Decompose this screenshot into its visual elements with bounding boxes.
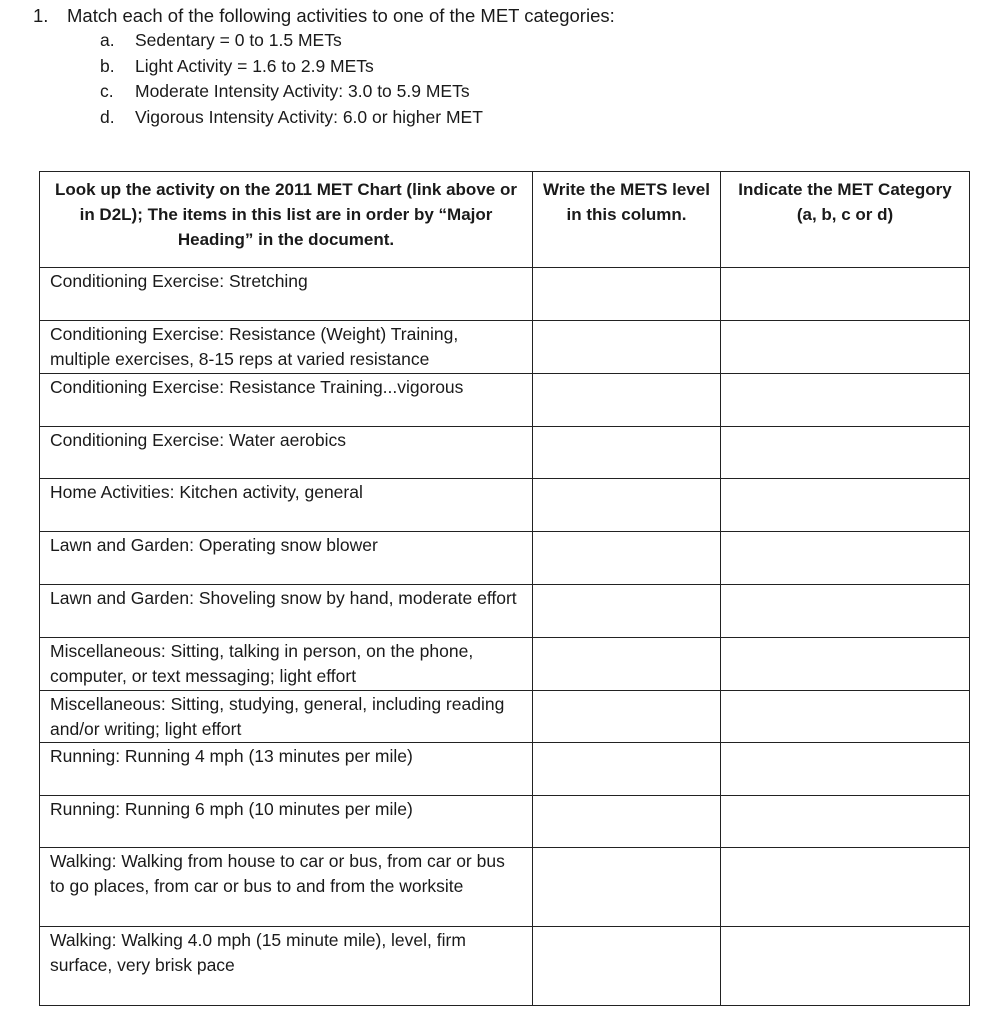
activity-cell: Miscellaneous: Sitting, talking in person, on the phone, computer, or text messaging; light effort — [40, 638, 533, 691]
mets-level-cell[interactable] — [533, 427, 721, 479]
option-letter: c. — [100, 81, 114, 101]
activity-cell: Miscellaneous: Sitting, studying, general, including reading and/or writing; light effort — [40, 691, 533, 743]
mets-level-cell[interactable] — [533, 848, 721, 927]
category-option-c — [100, 79, 483, 105]
category-option-b — [100, 54, 483, 80]
activity-cell: Walking: Walking from house to car or bus, from car or bus to go places, from car or bus to and from the worksite — [40, 848, 533, 927]
met-category-cell[interactable] — [721, 585, 970, 638]
met-category-cell[interactable] — [721, 638, 970, 691]
option-text: Sedentary = 0 to 1.5 METs — [135, 30, 342, 50]
table-header-row — [40, 172, 970, 268]
mets-level-cell[interactable] — [533, 268, 721, 321]
met-category-cell[interactable] — [721, 268, 970, 321]
table-row — [40, 321, 970, 374]
activity-cell: Lawn and Garden: Shoveling snow by hand, moderate effort — [40, 585, 533, 638]
met-category-cell[interactable] — [721, 374, 970, 427]
category-options — [100, 28, 483, 130]
question-number: 1. — [33, 5, 49, 26]
met-activity-table — [39, 171, 970, 1006]
question-text: Match each of the following activities to one of the MET categories: — [67, 5, 615, 26]
table-row — [40, 638, 970, 691]
header-activity: Look up the activity on the 2011 MET Chart (link above or in D2L); The items in this list are in order by “Major Heading” in the document. — [40, 172, 533, 268]
met-category-cell[interactable] — [721, 427, 970, 479]
option-letter: d. — [100, 106, 115, 127]
mets-level-cell[interactable] — [533, 927, 721, 1006]
table-row — [40, 848, 970, 927]
header-mets-level: Write the METS level in this column. — [533, 172, 721, 268]
activity-cell: Conditioning Exercise: Resistance Training...vigorous — [40, 374, 533, 427]
met-category-cell[interactable] — [721, 532, 970, 585]
table-row — [40, 532, 970, 585]
met-category-cell[interactable] — [721, 691, 970, 743]
table-row — [40, 268, 970, 321]
mets-level-cell[interactable] — [533, 585, 721, 638]
table-row — [40, 427, 970, 479]
table-row — [40, 374, 970, 427]
activity-cell: Conditioning Exercise: Water aerobics — [40, 427, 533, 479]
table-row — [40, 743, 970, 796]
mets-level-cell[interactable] — [533, 691, 721, 743]
option-letter: a. — [100, 30, 115, 50]
category-option-d — [100, 105, 483, 131]
mets-level-cell[interactable] — [533, 796, 721, 848]
mets-level-cell[interactable] — [533, 321, 721, 374]
mets-level-cell[interactable] — [533, 532, 721, 585]
option-letter: b. — [100, 55, 115, 76]
table-row — [40, 927, 970, 1006]
header-met-category: Indicate the MET Category (a, b, c or d) — [721, 172, 970, 268]
question-heading — [33, 3, 615, 28]
met-category-cell[interactable] — [721, 796, 970, 848]
activity-cell: Conditioning Exercise: Stretching — [40, 268, 533, 321]
mets-level-cell[interactable] — [533, 638, 721, 691]
met-category-cell[interactable] — [721, 479, 970, 532]
table-row — [40, 479, 970, 532]
activity-cell: Running: Running 4 mph (13 minutes per mile) — [40, 743, 533, 796]
table-row — [40, 585, 970, 638]
met-category-cell[interactable] — [721, 321, 970, 374]
option-text: Moderate Intensity Activity: 3.0 to 5.9 METs — [135, 81, 470, 101]
category-option-a — [100, 28, 483, 54]
met-category-cell[interactable] — [721, 848, 970, 927]
activity-cell: Running: Running 6 mph (10 minutes per mile) — [40, 796, 533, 848]
activity-cell: Conditioning Exercise: Resistance (Weight) Training, multiple exercises, 8-15 reps at varied resistance — [40, 321, 533, 374]
mets-level-cell[interactable] — [533, 374, 721, 427]
mets-level-cell[interactable] — [533, 743, 721, 796]
option-text: Vigorous Intensity Activity: 6.0 or higher MET — [135, 106, 483, 127]
table-row — [40, 796, 970, 848]
met-category-cell[interactable] — [721, 743, 970, 796]
table-row — [40, 691, 970, 743]
mets-level-cell[interactable] — [533, 479, 721, 532]
met-category-cell[interactable] — [721, 927, 970, 1006]
activity-cell: Walking: Walking 4.0 mph (15 minute mile), level, firm surface, very brisk pace — [40, 927, 533, 1006]
option-text: Light Activity = 1.6 to 2.9 METs — [135, 55, 374, 76]
activity-cell: Lawn and Garden: Operating snow blower — [40, 532, 533, 585]
activity-cell: Home Activities: Kitchen activity, general — [40, 479, 533, 532]
